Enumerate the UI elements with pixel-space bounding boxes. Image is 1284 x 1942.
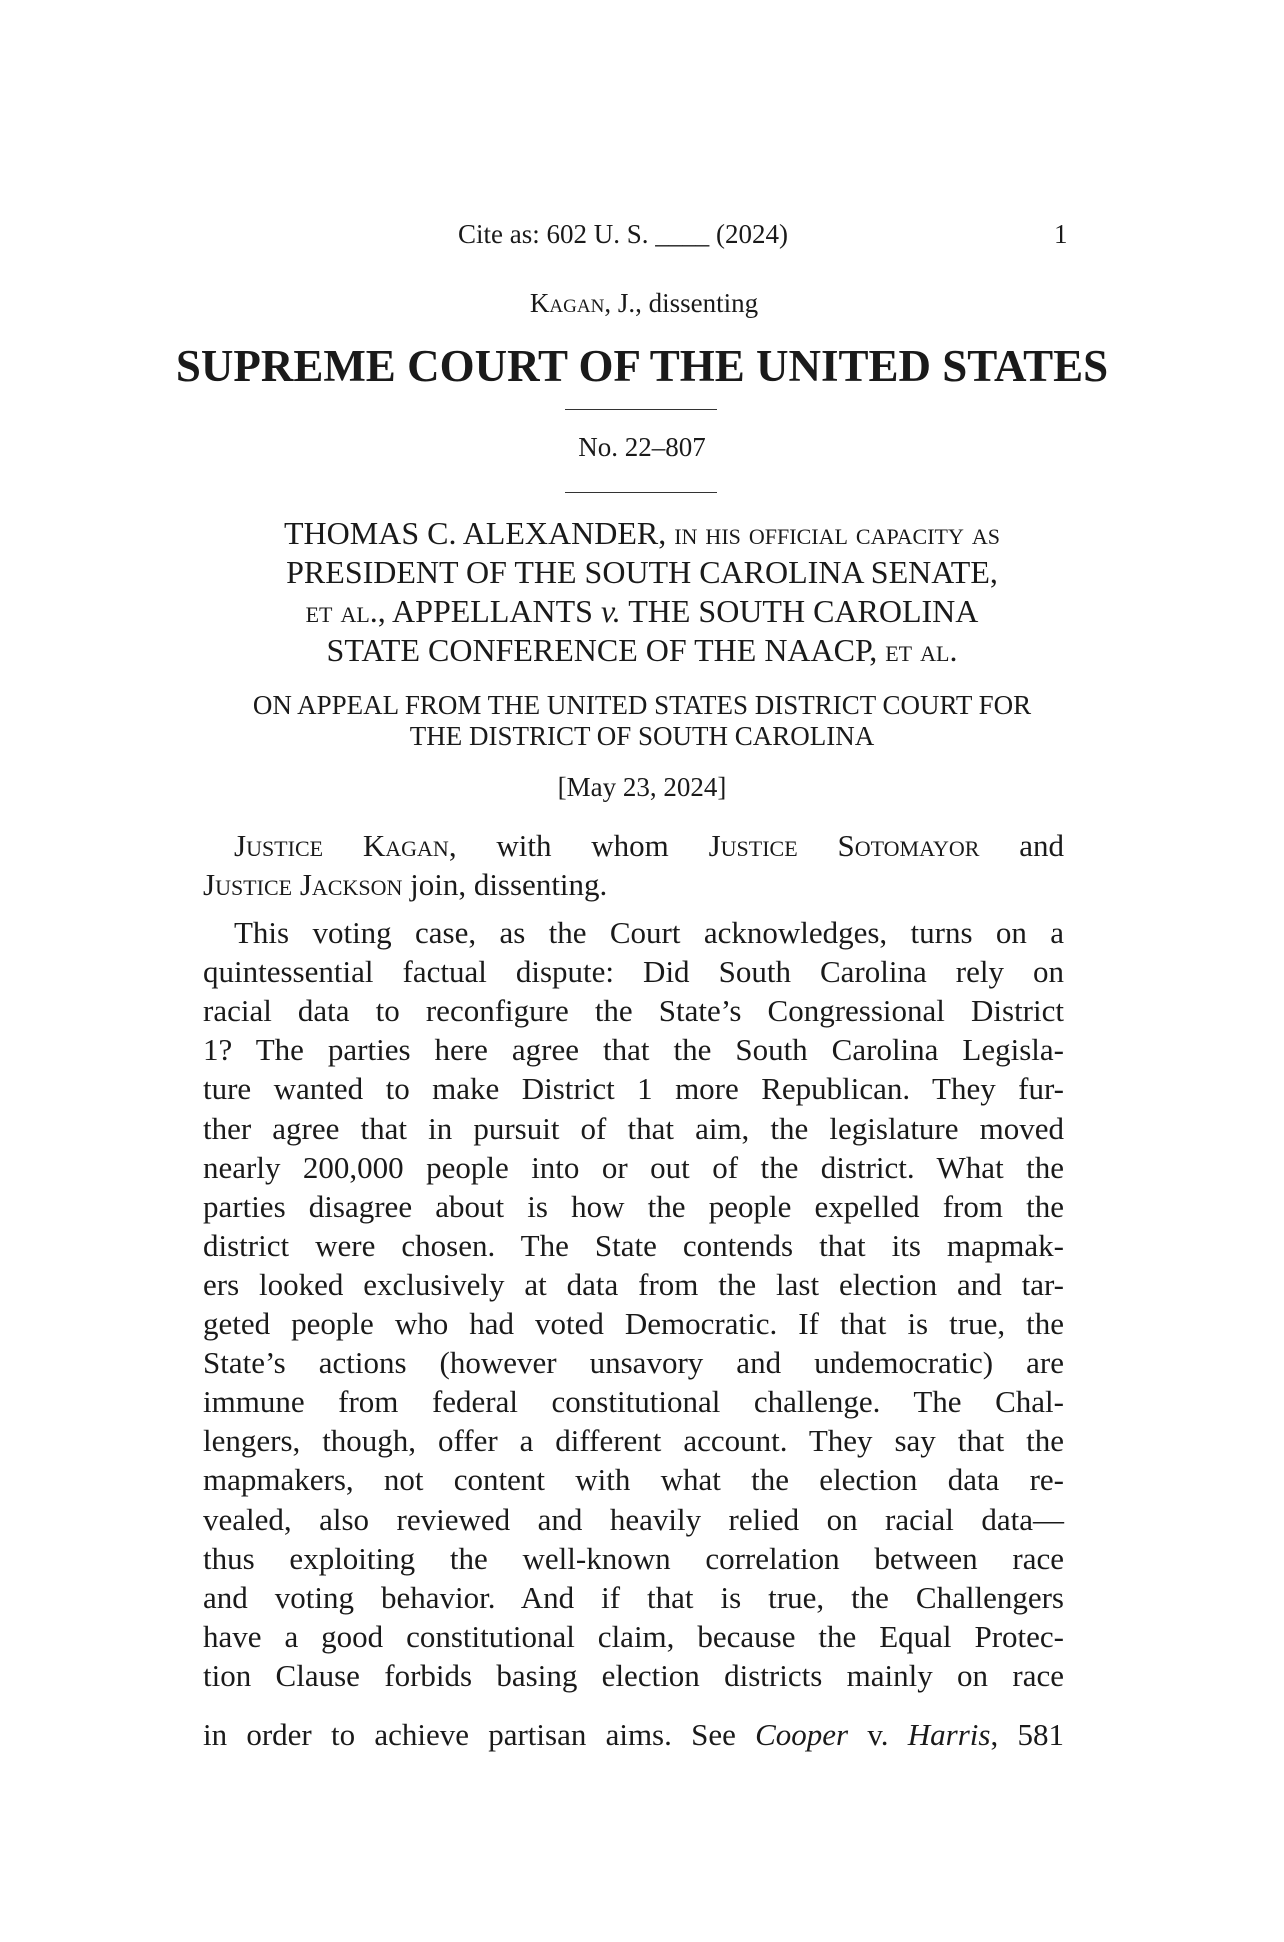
body-line: nearly 200,000 people into or out of the district. What the [203,1150,1064,1185]
court-name: SUPREME COURT OF THE UNITED STATES [175,341,1109,391]
caption-text: et al. [885,632,958,668]
body-line: ture wanted to make District 1 more Republican. They fur- [203,1071,1064,1106]
caption-text: STATE CONFERENCE OF THE NAACP, [326,632,886,668]
appeal-line: ON APPEAL FROM THE UNITED STATES DISTRICT COURT FOR [252,690,1032,720]
body-line: ther agree that in pursuit of that aim, the legislature moved [203,1111,1064,1146]
appeal-line: THE DISTRICT OF SOUTH CAROLINA [409,721,875,751]
case-name: Harris [907,1717,991,1752]
body-text: in order to achieve partisan aims. See [203,1717,756,1752]
justice-name: Justice Sotomayor [708,828,980,863]
body-line: 1? The parties here agree that the South Carolina Legisla- [203,1032,1064,1067]
body-line: racial data to reconfigure the State’s Congressional District [203,993,1064,1028]
caption-text: et al. [305,593,378,629]
body-line: quintessential factual dispute: Did South Carolina rely on [203,954,1064,989]
body-line: State’s actions (however unsavory and undemocratic) are [203,1345,1064,1380]
body-line [203,1717,1064,1753]
body-text: v. [848,1717,908,1752]
body-line: have a good constitutional claim, because the Equal Protec- [203,1619,1064,1654]
body-line: vealed, also reviewed and heavily relied on racial data— [203,1502,1064,1537]
justice-name: Justice Jackson [203,867,403,902]
divider-rule [565,492,717,493]
caption-text: in his official capacity as [674,515,1001,551]
decision-date: [May 23, 2024] [557,772,727,802]
opening-text: and [979,828,1064,863]
body-line: This voting case, as the Court acknowledges, turns on a [234,915,1064,950]
opinion-opening [203,867,607,903]
opening-text: , with whom [448,828,709,863]
caption-text: , APPELLANTS [377,593,601,629]
caption-text: THOMAS C. ALEXANDER, [283,515,675,551]
opening-text: join, dissenting. [402,867,608,902]
caption-line [0,632,1284,669]
justice-name: Justice Kagan [234,828,449,863]
cite-prefix: Cite as: 602 U. S. [458,219,656,249]
body-line: geted people who had voted Democratic. If that is true, the [203,1306,1064,1341]
body-line: and voting behavior. And if that is true, the Challengers [203,1580,1064,1615]
docket-number: No. 22–807 [578,432,706,462]
caption-text: THE SOUTH CAROLINA [620,593,979,629]
running-head-name: Kagan [529,288,605,318]
running-head [0,288,1284,319]
body-text: , 581 [990,1717,1064,1752]
divider-rule [565,409,717,410]
page-number: 1 [1054,219,1068,249]
caption-line [0,593,1284,630]
body-line: thus exploiting the well-known correlation between race [203,1541,1064,1576]
caption-line: PRESIDENT OF THE SOUTH CAROLINA SENATE, [286,554,998,590]
caption-text: v. [600,593,621,629]
running-head-rest: , J., dissenting [604,288,759,318]
body-line: immune from federal constitutional challenge. The Chal- [203,1384,1064,1419]
opinion-opening [234,828,1064,864]
cite-blank: ____ [655,219,710,249]
body-line: district were chosen. The State contends that its mapmak- [203,1228,1064,1263]
caption-line [0,515,1284,552]
body-line: lengers, though, offer a different account. They say that the [203,1423,1064,1458]
body-line: mapmakers, not content with what the election data re- [203,1462,1064,1497]
body-line: ers looked exclusively at data from the last election and tar- [203,1267,1064,1302]
cite-year: (2024) [709,219,788,249]
case-name: Cooper [755,1717,849,1752]
body-line: tion Clause forbids basing election districts mainly on race [203,1658,1064,1693]
body-line: parties disagree about is how the people expelled from the [203,1189,1064,1224]
